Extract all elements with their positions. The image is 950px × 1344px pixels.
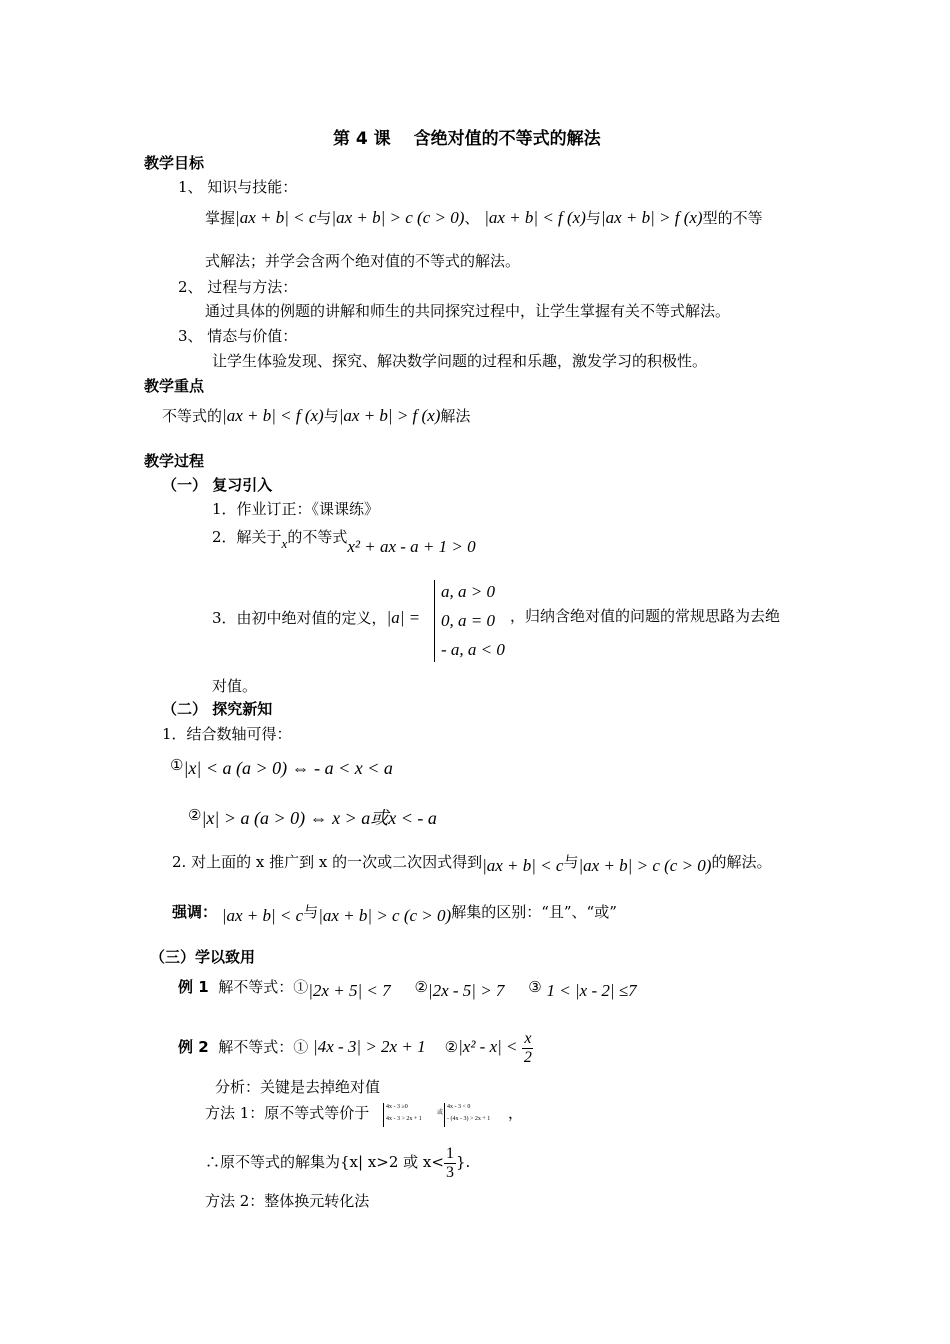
math-expression: |ax + b| < f (x) bbox=[484, 208, 586, 227]
text: 与 bbox=[563, 853, 579, 871]
math-expression: |ax + b| > c (c > 0) bbox=[578, 856, 712, 875]
text: 方法 1：原不等式等价于 bbox=[205, 1104, 370, 1122]
fraction bbox=[522, 1030, 533, 1066]
text: 的不等式 bbox=[287, 528, 348, 546]
math-expression: |x| > a (a > 0) ⇔ x > a或x < - a bbox=[201, 808, 437, 828]
system-1-line-1: 4x - 3 ≥0 bbox=[386, 1104, 408, 1110]
section-1-item-2 bbox=[212, 528, 476, 558]
math-expression: |ax + b| > c (c > 0) bbox=[331, 208, 465, 227]
text: 与 bbox=[303, 903, 319, 921]
text: ∴原不等式的解集为{x| x>2 或 x< bbox=[205, 1153, 444, 1172]
text: 解法 bbox=[440, 407, 471, 425]
emphasis-line bbox=[172, 903, 617, 927]
objective-2-text: 通过具体的例题的讲解和师生的共同探究过程中，让学生掌握有关不等式解法。 bbox=[205, 302, 731, 320]
example-label: 例 2 bbox=[178, 1038, 209, 1057]
circled-number: ③ bbox=[528, 978, 542, 996]
system-1-line-2: 4x - 3 > 2x + 1 bbox=[386, 1116, 422, 1122]
heading-objectives: 教学目标 bbox=[144, 154, 205, 172]
text: 型的不等 bbox=[702, 209, 763, 227]
case-3: - a, a < 0 bbox=[441, 640, 505, 659]
section-1-item-1: 1．作业订正：《课课练》 bbox=[212, 500, 380, 518]
circled-number: ② bbox=[414, 978, 428, 996]
math-expression: |ax + b| < c bbox=[235, 208, 317, 227]
emphasis-label: 强调： bbox=[172, 903, 218, 921]
circled-number: ① bbox=[170, 756, 184, 774]
math-variable: x bbox=[281, 536, 288, 551]
math-expression: 1 < |x - 2| ≤7 bbox=[546, 981, 637, 1000]
section-1-item-3-tail: ，归纳含绝对值的问题的常规思路为去绝 bbox=[510, 607, 781, 625]
objective-3-text: 让学生体验发现、探究、解决数学问题的过程和乐趣，激发学习的积极性。 bbox=[212, 352, 708, 370]
objective-3-label: 3、 情态与价值： bbox=[178, 327, 298, 345]
method-2: 方法 2：整体换元转化法 bbox=[205, 1192, 370, 1210]
system-brace-1 bbox=[383, 1103, 384, 1127]
text: 的解法。 bbox=[711, 853, 772, 871]
denominator: 3 bbox=[445, 1163, 454, 1181]
text: 3．由初中绝对值的定义， bbox=[212, 609, 387, 627]
keypoint-line bbox=[162, 405, 470, 427]
math-expression: |a| = bbox=[386, 608, 421, 627]
section-2-item-2 bbox=[172, 853, 771, 877]
cases-brace bbox=[434, 580, 435, 662]
text: 不等式的 bbox=[162, 407, 223, 425]
analysis-text: 分析：关键是去掉绝对值 bbox=[215, 1078, 381, 1096]
objective-1-line bbox=[205, 207, 763, 229]
system-2-line-2: - (4x - 3) > 2x + 1 bbox=[447, 1116, 491, 1122]
math-expression: |ax + b| > c (c > 0) bbox=[318, 906, 452, 925]
math-expression: x² + ax - a + 1 > 0 bbox=[347, 537, 476, 556]
case-2: 0, a = 0 bbox=[441, 611, 495, 630]
number-line-case-2 bbox=[188, 806, 437, 830]
example-2 bbox=[178, 1030, 533, 1066]
section-2-heading: （二） 探究新知 bbox=[162, 700, 273, 718]
text: 2. 对上面的 x 推广到 x 的一次或二次因式得到 bbox=[172, 853, 483, 871]
circled-number: ① bbox=[293, 978, 309, 996]
text: 解不等式： bbox=[218, 1038, 294, 1057]
math-expression: |x² - x| < bbox=[458, 1037, 518, 1057]
system-2-line-1: 4x - 3 < 0 bbox=[447, 1104, 471, 1110]
math-expression: |ax + b| < c bbox=[221, 906, 304, 925]
method-1 bbox=[205, 1104, 369, 1124]
section-1-item-3-continuation: 对值。 bbox=[212, 677, 258, 695]
numerator: 1 bbox=[445, 1145, 454, 1162]
math-expression: |ax + b| < c bbox=[482, 856, 564, 875]
heading-keypoint: 教学重点 bbox=[144, 377, 205, 395]
numerator: x bbox=[524, 1030, 532, 1047]
math-expression: |ax + b| > f (x) bbox=[338, 406, 441, 425]
text: 解不等式： bbox=[218, 978, 294, 996]
fraction bbox=[444, 1145, 456, 1181]
number-line-case-1 bbox=[170, 756, 393, 780]
heading-process: 教学过程 bbox=[144, 452, 205, 470]
math-expression: |ax + b| < f (x) bbox=[222, 406, 324, 425]
text: 解集的区别：“且”、“或” bbox=[451, 903, 617, 921]
circled-number: ② bbox=[188, 806, 202, 824]
objective-2-label: 2、 过程与方法： bbox=[178, 278, 298, 296]
text: 与 bbox=[585, 209, 601, 227]
section-1-item-3 bbox=[212, 607, 420, 629]
math-expression: |4x - 3| > 2x + 1 bbox=[313, 1037, 426, 1057]
text: 与 bbox=[316, 209, 332, 227]
section-3-heading: （三）学以致用 bbox=[150, 948, 256, 966]
objective-1-label: 1、 知识与技能： bbox=[178, 178, 298, 196]
text: }. bbox=[455, 1153, 471, 1172]
circled-number: ② bbox=[444, 1038, 459, 1057]
example-1 bbox=[178, 978, 637, 1002]
system-brace-2 bbox=[444, 1103, 445, 1127]
section-2-item-1: 1．结合数轴可得： bbox=[162, 725, 292, 743]
method-1-tail: ， bbox=[508, 1104, 524, 1122]
text: 掌握 bbox=[205, 209, 236, 227]
text: 、 bbox=[464, 209, 480, 227]
circled-number: ① bbox=[293, 1038, 309, 1057]
text: 与 bbox=[323, 407, 339, 425]
or-text: 或 bbox=[437, 1110, 444, 1116]
math-expression: |x| < a (a > 0) ⇔ - a < x < a bbox=[183, 758, 393, 778]
objective-1-continuation: 式解法；并学会含两个绝对值的不等式的解法。 bbox=[205, 252, 521, 270]
example-label: 例 1 bbox=[178, 978, 209, 996]
section-1-heading: （一） 复习引入 bbox=[162, 476, 273, 494]
case-1: a, a > 0 bbox=[441, 582, 495, 601]
denominator: 2 bbox=[523, 1048, 532, 1066]
text: 2．解关于 bbox=[212, 528, 282, 546]
math-expression: |ax + b| > f (x) bbox=[600, 208, 703, 227]
math-expression: |2x + 5| < 7 bbox=[308, 981, 391, 1000]
solution-set bbox=[205, 1145, 470, 1181]
page-title: 第 4 课 含绝对值的不等式的解法 bbox=[333, 129, 601, 149]
math-expression: |2x - 5| > 7 bbox=[427, 981, 505, 1000]
